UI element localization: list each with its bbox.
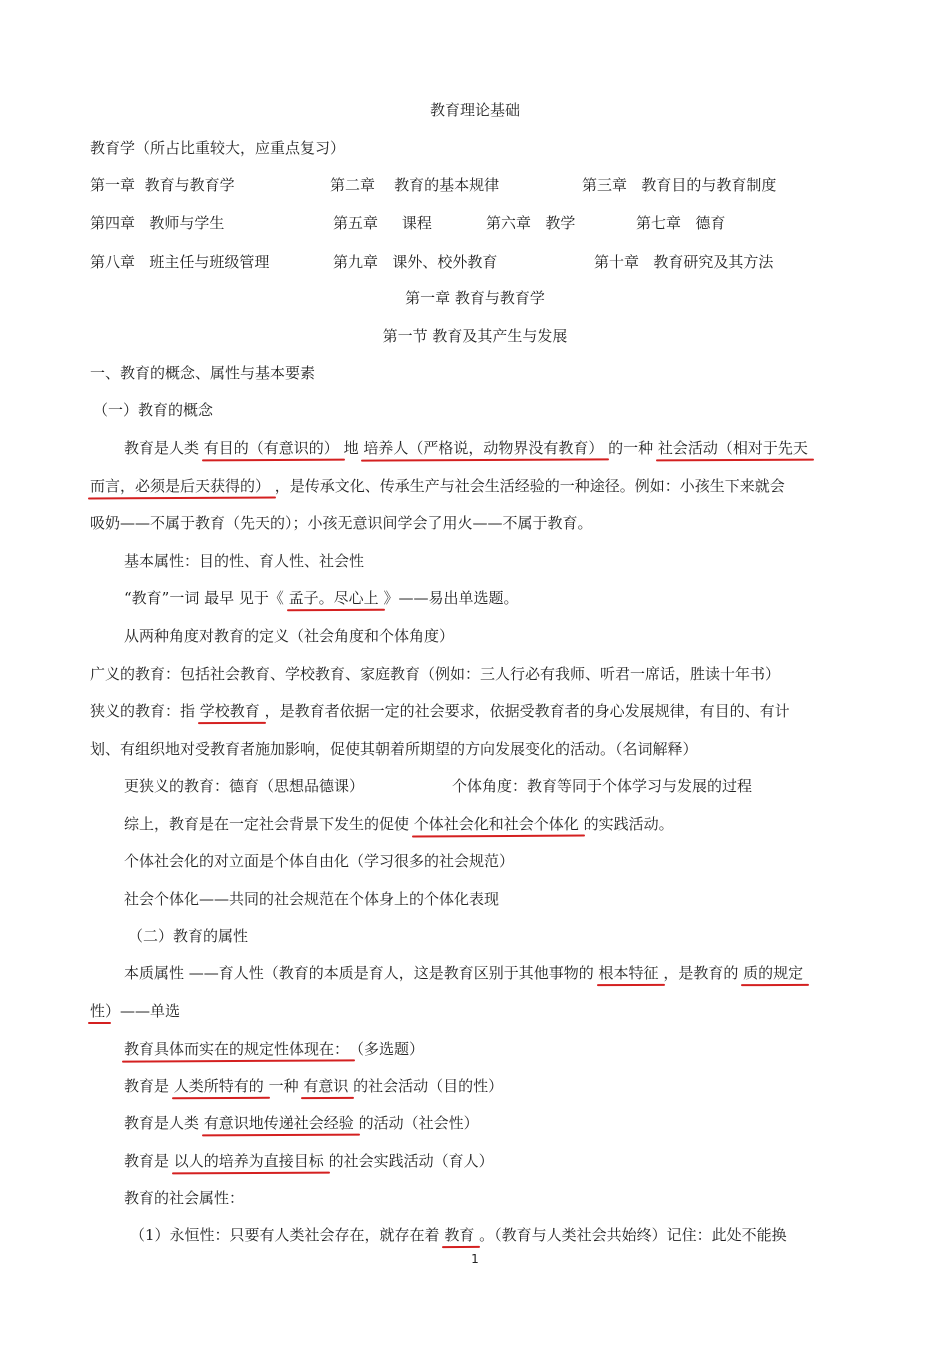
chapter-heading: 第一章 教育与教育学 [405, 289, 545, 307]
socialization-note: 个体社会化的对立面是个体自由化（学习很多的社会规范） [124, 852, 515, 870]
page-number: 1 [471, 1252, 479, 1266]
narrower-education: 更狭义的教育：德育（思想品德课） [124, 777, 365, 795]
toc-item-3[interactable]: 第三章 教育目的与教育制度 [582, 176, 777, 194]
toc-item-2[interactable]: 第二章 教育的基本规律 [330, 176, 500, 194]
provision-education: 教育是 以人的培养为直接目标 的社会实践活动（育人） [124, 1152, 494, 1170]
narrow-education-cont: 划、有组织地对受教育者施加影响，促使其朝着所期望的方向发展变化的活动。（名词解释） [90, 740, 698, 758]
toc-item-8[interactable]: 第八章 班主任与班级管理 [90, 253, 270, 271]
page-title: 教育理论基础 [429, 101, 520, 119]
basic-attributes: 基本属性：目的性、育人性、社会性 [124, 552, 365, 570]
heading-concept-attributes: 一、教育的概念、属性与基本要素 [90, 364, 316, 382]
individual-perspective: 个体角度：教育等同于个体学习与发展的过程 [452, 777, 753, 795]
social-attributes: 教育的社会属性： [124, 1189, 245, 1207]
toc-item-4[interactable]: 第四章 教师与学生 [90, 214, 225, 232]
provision-social: 教育是人类 有意识地传递社会经验 的活动（社会性） [124, 1114, 479, 1132]
individualization-note: 社会个体化——共同的社会规范在个体身上的个体化表现 [124, 890, 500, 908]
narrow-education: 狭义的教育：指 学校教育 ，是教育者依据一定的社会要求，依据受教育者的身心发展规律，有目的、有计 [90, 702, 790, 720]
subheading-concept: （一）教育的概念 [93, 401, 214, 419]
toc-item-7[interactable]: 第七章 德育 [636, 214, 726, 232]
provision-purpose: 教育是 人类所特有的 一种 有意识 的社会活动（目的性） [124, 1077, 504, 1095]
toc-item-9[interactable]: 第九章 课外、校外教育 [333, 253, 498, 271]
permanence: （1）永恒性：只要有人类社会存在，就存在着 教育 。（教育与人类社会共始终）记住：此处不能换 [130, 1226, 787, 1244]
subtitle: 教育学（所占比重较大，应重点复习） [90, 139, 346, 157]
toc-item-1[interactable]: 第一章 教育与教育学 [90, 176, 235, 194]
section-heading: 第一节 教育及其产生与发展 [382, 327, 568, 345]
paragraph-definition-cont: 而言，必须是后天获得的） ，是传承文化、传承生产与社会生活经验的一种途径。例如：小孩生下来就会 [90, 477, 785, 495]
paragraph-definition: 教育是人类 有目的（有意识的） 地 培养人（严格说，动物界没有教育） 的一种 社会活动（相对于先天 [124, 439, 808, 457]
specific-provisions: 教育具体而实在的规定性体现在：（多选题） [124, 1040, 425, 1058]
broad-education: 广义的教育：包括社会教育、学校教育、家庭教育（例如：三人行必有我师、听君一席话，胜读十年书） [90, 665, 781, 683]
essential-attribute-cont: 性）——单选 [90, 1002, 181, 1020]
paragraph-example: 吸奶——不属于教育（先天的）；小孩无意识间学会了用火——不属于教育。 [90, 514, 593, 532]
toc-item-5[interactable]: 第五章 课程 [333, 214, 432, 232]
subheading-attributes: （二）教育的属性 [128, 927, 249, 945]
essential-attribute: 本质属性 ——育人性（教育的本质是育人，这是教育区别于其他事物的 根本特征 ，是教育的 质的规定 [124, 964, 804, 982]
toc-item-10[interactable]: 第十章 教育研究及其方法 [594, 253, 774, 271]
toc-item-6[interactable]: 第六章 教学 [486, 214, 576, 232]
summary: 综上，教育是在一定社会背景下发生的促使 个体社会化和社会个体化 的实践活动。 [124, 815, 674, 833]
two-perspectives: 从两种角度对教育的定义（社会角度和个体角度） [124, 627, 455, 645]
word-origin: “教育”一词 最早 见于《 孟子。尽心上 》——易出单选题。 [124, 589, 519, 607]
